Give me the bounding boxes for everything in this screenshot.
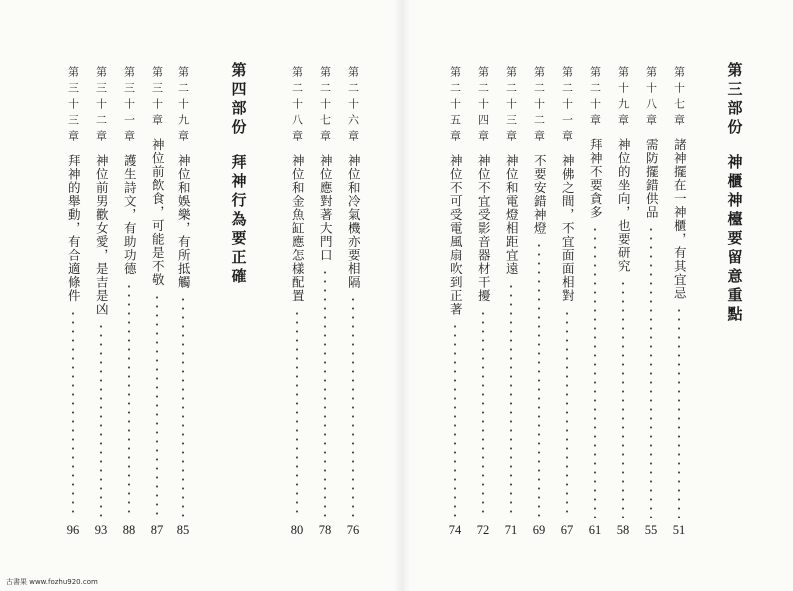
page-number: 58 — [616, 522, 630, 537]
page-number: 72 — [476, 522, 490, 537]
chapter-number: 第二十二章 — [532, 66, 546, 146]
dot-leader — [72, 309, 74, 518]
toc-entry — [146, 66, 168, 536]
chapter-number: 第十七章 — [672, 66, 686, 130]
page-number: 61 — [588, 522, 602, 537]
dot-leader — [482, 309, 484, 518]
toc-entry — [668, 66, 690, 536]
dot-leader — [128, 282, 130, 518]
chapter-title: 神佛之間，不宜面面相對 — [560, 154, 576, 303]
chapter-title: 護生詩文，有助功德 — [122, 154, 138, 276]
page-number: 80 — [290, 522, 304, 537]
page-number: 76 — [346, 522, 360, 537]
page-number: 71 — [504, 522, 518, 537]
dot-leader — [566, 309, 568, 518]
toc-entry — [584, 66, 606, 536]
chapter-number: 第十八章 — [644, 66, 658, 130]
chapter-number: 第三十二章 — [94, 66, 108, 146]
chapter-title: 不要安錯神燈 — [532, 154, 548, 235]
chapter-number: 第二十三章 — [504, 66, 518, 146]
toc-entry — [500, 66, 522, 536]
chapter-title: 神位和金魚缸應怎樣配置 — [290, 154, 306, 303]
chapter-number: 第二十四章 — [476, 66, 490, 146]
dot-leader — [454, 322, 456, 518]
chapter-title: 神位和電燈相距宜遠 — [504, 154, 520, 276]
chapter-title: 需防擺錯供品 — [644, 138, 660, 219]
chapter-number: 第三十一章 — [122, 66, 136, 146]
dot-leader — [324, 268, 326, 518]
dot-leader — [538, 241, 540, 518]
dot-leader — [296, 309, 298, 518]
site-watermark: 古書果 www.fozhu920.com — [6, 578, 98, 586]
toc-entry — [62, 66, 84, 536]
toc-entry — [556, 66, 578, 536]
chapter-title: 諸神擺在一神櫃，有其宜忌 — [672, 138, 688, 300]
chapter-title: 神位和娛樂，有所抵觸 — [176, 154, 192, 289]
dot-leader — [352, 295, 354, 518]
part-four-heading — [226, 62, 252, 532]
page-number: 87 — [150, 522, 164, 537]
page-number: 74 — [448, 522, 462, 537]
chapter-title: 神位不宜受影音器材干擾 — [476, 154, 492, 303]
chapter-number: 第三十章 — [150, 66, 164, 130]
page-number: 88 — [122, 522, 136, 537]
chapter-title: 神位應對著大門口 — [318, 154, 334, 262]
page-number: 67 — [560, 522, 574, 537]
dot-leader — [182, 295, 184, 518]
dot-leader — [622, 279, 624, 518]
toc-entry — [118, 66, 140, 536]
toc-entry — [172, 66, 194, 536]
toc-entry — [528, 66, 550, 536]
chapter-number: 第二十五章 — [448, 66, 462, 146]
chapter-title: 拜神不要貪多 — [588, 138, 604, 219]
chapter-number: 第二十一章 — [560, 66, 574, 146]
toc-entry — [444, 66, 466, 536]
page-number: 85 — [176, 522, 190, 537]
dot-leader — [650, 225, 652, 518]
toc-entry — [472, 66, 494, 536]
dot-leader — [510, 282, 512, 518]
part-label: 第三部份 — [725, 62, 744, 138]
dot-leader — [678, 306, 680, 518]
page-number: 96 — [66, 522, 80, 537]
chapter-number: 第二十九章 — [176, 66, 190, 146]
page-gutter — [394, 0, 410, 591]
chapter-number: 第二十八章 — [290, 66, 304, 146]
page-number: 55 — [644, 522, 658, 537]
chapter-number: 第二十六章 — [346, 66, 360, 146]
toc-entry — [342, 66, 364, 536]
chapter-title: 神位前男歡女愛，是吉是凶 — [94, 154, 110, 316]
part-label: 第四部份 — [229, 62, 248, 138]
toc-entry — [612, 66, 634, 536]
chapter-number: 第十九章 — [616, 66, 630, 130]
page-number: 78 — [318, 522, 332, 537]
part-title: 拜神行為要正確 — [229, 154, 248, 287]
chapter-number: 第三十三章 — [66, 66, 80, 146]
part-title: 神櫃神檯要留意重點 — [725, 154, 744, 325]
dot-leader — [594, 225, 596, 518]
chapter-number: 第二十章 — [588, 66, 602, 130]
toc-entry — [640, 66, 662, 536]
page-number: 93 — [94, 522, 108, 537]
dot-leader — [100, 322, 102, 518]
chapter-title: 拜神的舉動，有合適條件 — [66, 154, 82, 303]
dot-leader — [156, 293, 158, 518]
part-three-heading — [722, 62, 748, 532]
toc-entry — [90, 66, 112, 536]
toc-entry — [286, 66, 308, 536]
chapter-title: 神位和冷氣機亦要相隔 — [346, 154, 362, 289]
chapter-title: 神位前飲食，可能是不敬 — [150, 138, 166, 287]
chapter-number: 第二十七章 — [318, 66, 332, 146]
page-number: 69 — [532, 522, 546, 537]
chapter-title: 神位的坐向，也要研究 — [616, 138, 632, 273]
toc-entry — [314, 66, 336, 536]
chapter-title: 神位不可受電風扇吹到正著 — [448, 154, 464, 316]
page-number: 51 — [672, 522, 686, 537]
